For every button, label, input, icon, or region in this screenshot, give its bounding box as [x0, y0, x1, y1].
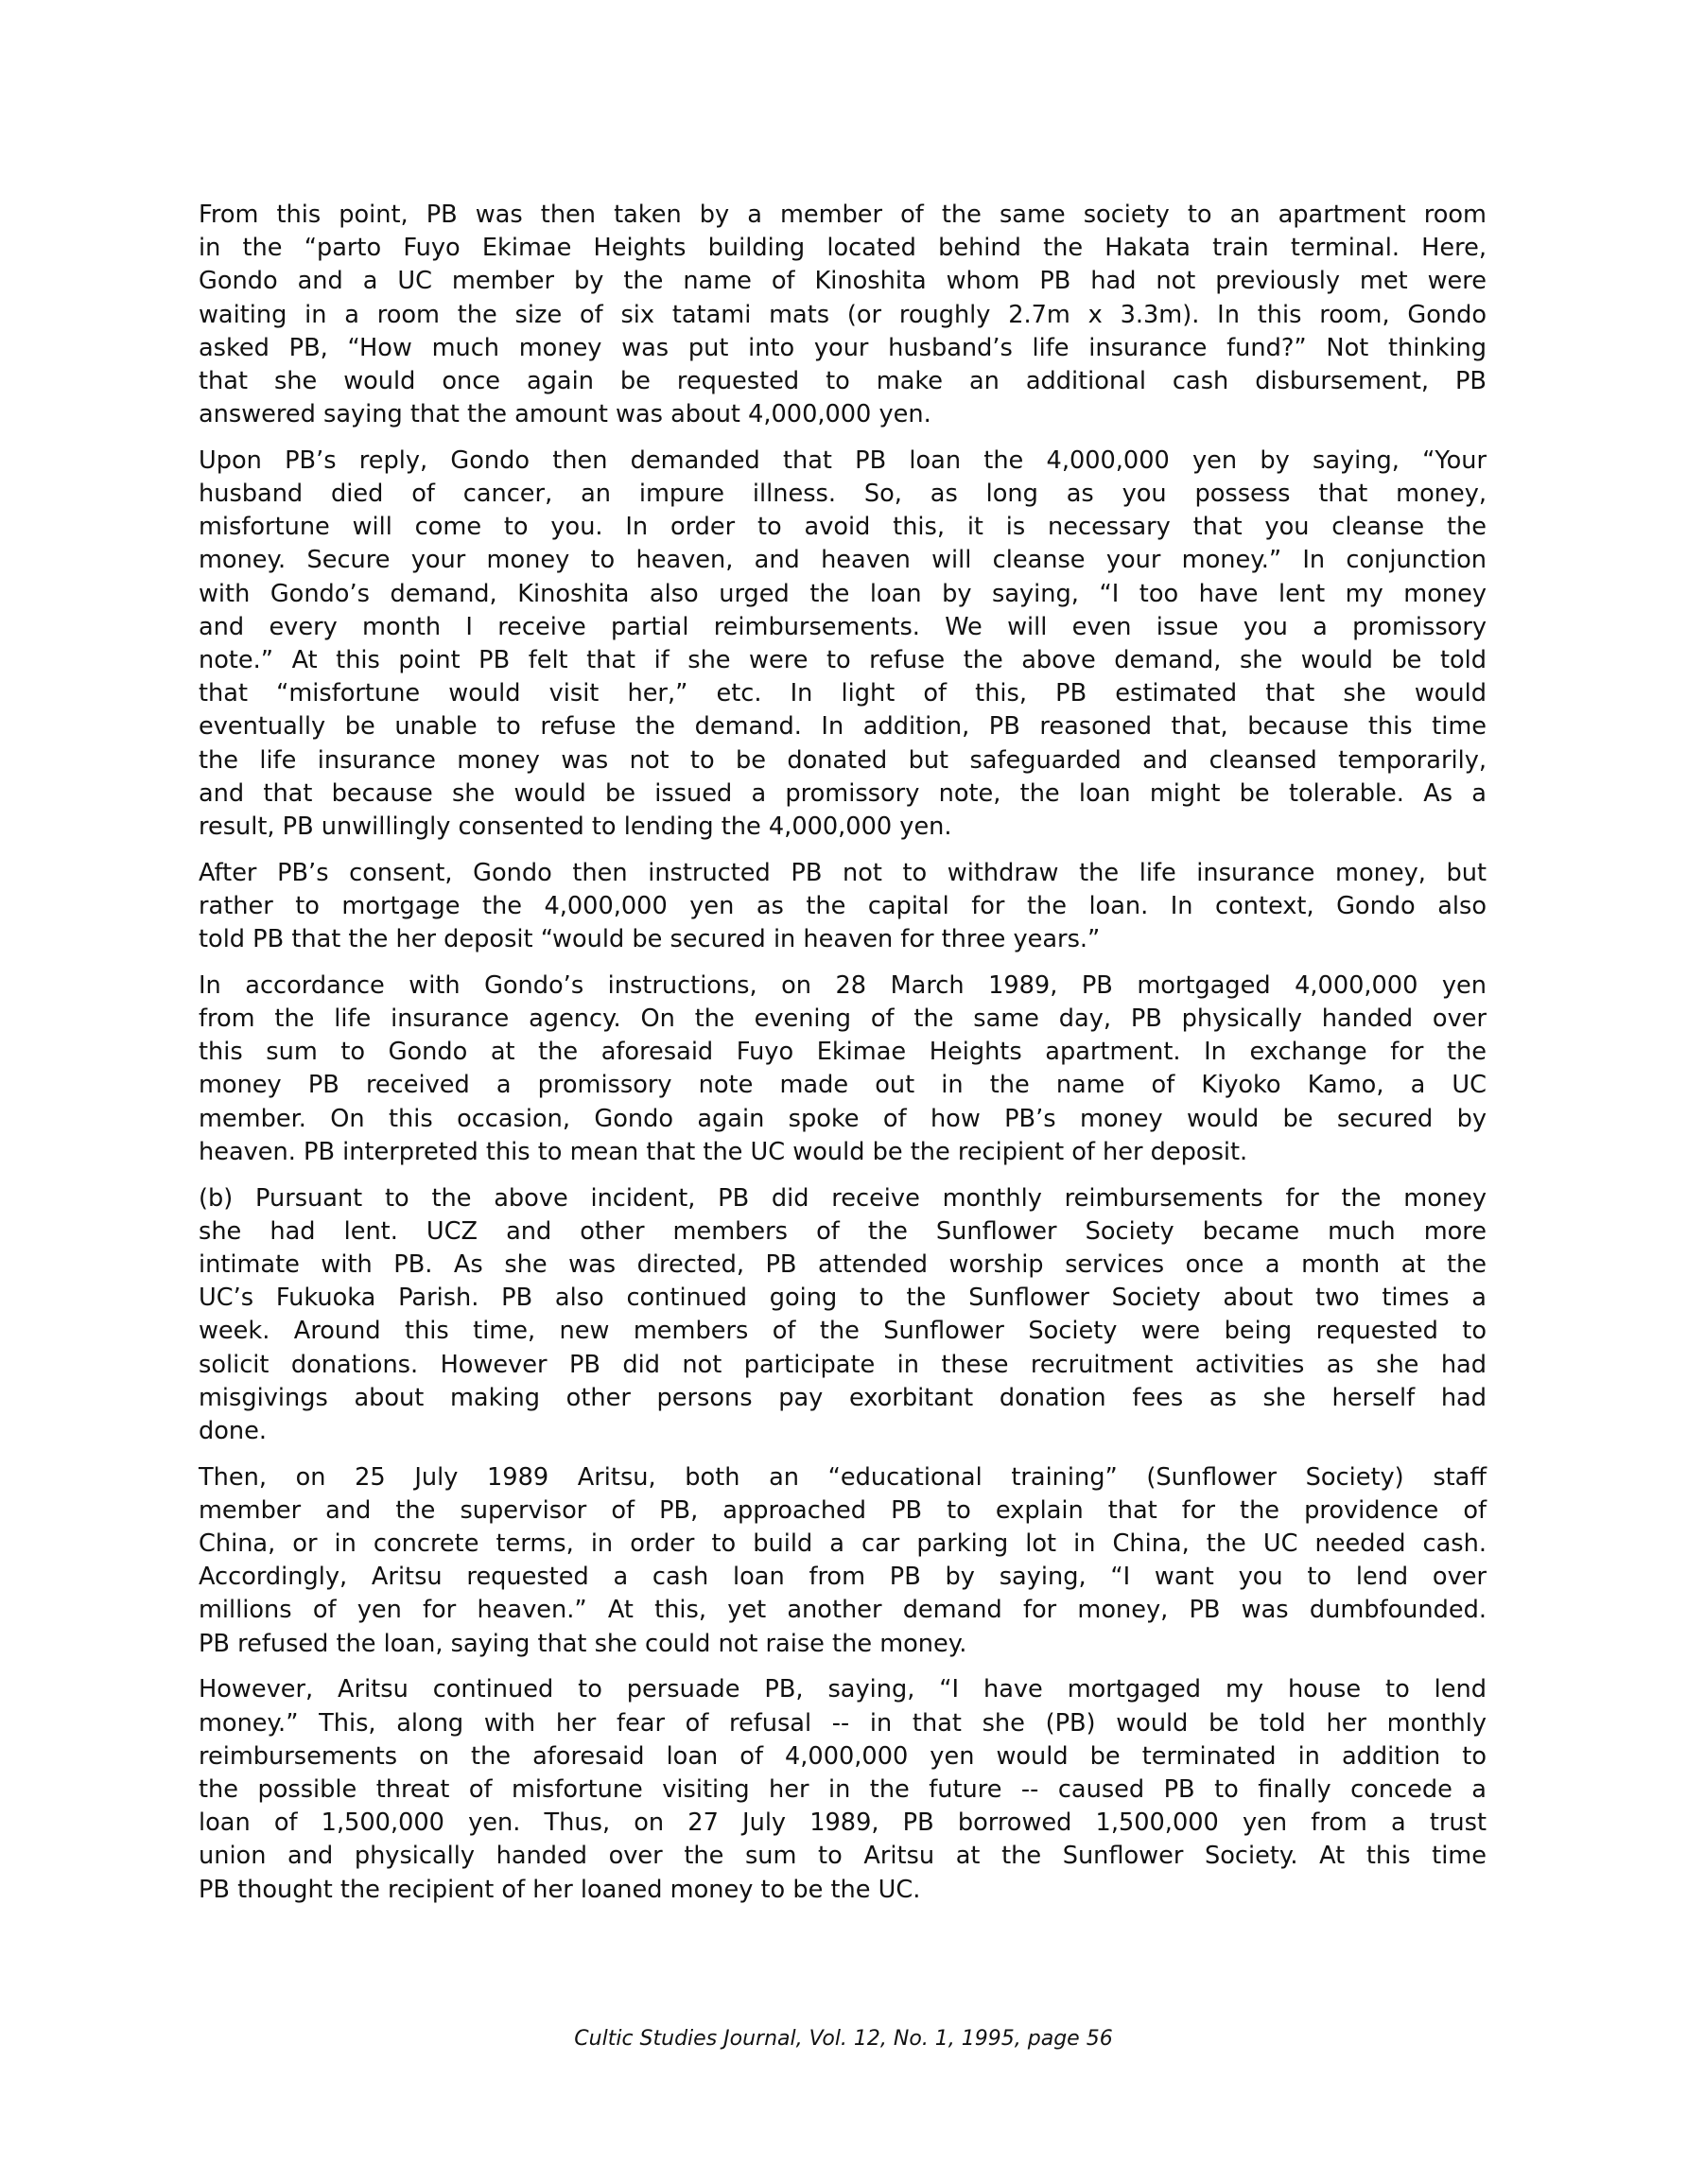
text-line: From this point, PB was then taken by a member of the same society to an apartment room — [199, 201, 1487, 229]
text-line: After PB’s consent, Gondo then instructed PB not to withdraw the life insurance money, but — [199, 858, 1487, 887]
text-line: Then, on 25 July 1989 Aritsu, both an “educational training” (Sunflower Society) staff — [199, 1462, 1487, 1492]
text-line: asked PB, “How much money was put into your husband’s life insurance fund?” Not thinking — [199, 333, 1487, 362]
text-line: with Gondo’s demand, Kinoshita also urged the loan by saying, “I too have lent my money — [199, 579, 1487, 608]
text-line: UC’s Fukuoka Parish. PB also continued going to the Sunflower Society about two times a — [199, 1284, 1487, 1313]
paragraph-1 — [199, 199, 1487, 431]
text-line: the possible threat of misfortune visiting her in the future -- caused PB to finally concede a — [199, 1775, 1487, 1804]
page-footer-citation: Cultic Studies Journal, Vol. 12, No. 1, 1995, page 56 — [574, 2027, 1113, 2051]
text-line: member and the supervisor of PB, approached PB to explain that for the providence of — [199, 1495, 1487, 1525]
text-line: solicit donations. However PB did not participate in these recruitment activities as she had — [199, 1350, 1487, 1379]
text-line: In accordance with Gondo’s instructions, on 28 March 1989, PB mortgaged 4,000,000 yen — [199, 970, 1487, 1000]
text-line: Gondo and a UC member by the name of Kinoshita whom PB had not previously met were — [199, 267, 1487, 296]
text-line: money. Secure your money to heaven, and heaven will cleanse your money.” In conjunction — [199, 546, 1487, 575]
text-line: the life insurance money was not to be donated but safeguarded and cleansed temporarily, — [199, 745, 1487, 775]
text-line: However, Aritsu continued to persuade PB, saying, “I have mortgaged my house to lend — [199, 1675, 1487, 1704]
text-line: told PB that the her deposit “would be secured in heaven for three years.” — [199, 925, 1101, 954]
paragraph-2 — [199, 445, 1487, 844]
text-line: result, PB unwillingly consented to lending the 4,000,000 yen. — [199, 812, 952, 841]
text-line: loan of 1,500,000 yen. Thus, on 27 July 1989, PB borrowed 1,500,000 yen from a trust — [199, 1808, 1487, 1838]
text-line: eventually be unable to refuse the demand. In addition, PB reasoned that, because this time — [199, 712, 1487, 742]
text-line: that “misfortune would visit her,” etc. In light of this, PB estimated that she would — [199, 679, 1487, 708]
text-line: money.” This, along with her fear of refusal -- in that she (PB) would be told her monthly — [199, 1708, 1487, 1738]
text-line: in the “parto Fuyo Ekimae Heights building located behind the Hakata train terminal. Here, — [199, 234, 1487, 263]
text-line: heaven. PB interpreted this to mean that the UC would be the recipient of her deposit. — [199, 1137, 1248, 1166]
text-line: rather to mortgage the 4,000,000 yen as the capital for the loan. In context, Gondo also — [199, 891, 1487, 920]
text-line: (b) Pursuant to the above incident, PB did receive monthly reimbursements for the money — [199, 1183, 1487, 1213]
text-line: week. Around this time, new members of the Sunflower Society were being requested to — [199, 1317, 1487, 1346]
text-line: done. — [199, 1416, 268, 1445]
body-text — [199, 199, 1487, 1919]
text-line: intimate with PB. As she was directed, PB attended worship services once a month at the — [199, 1250, 1487, 1279]
text-line: and every month I receive partial reimbursements. We will even issue you a promissory — [199, 612, 1487, 641]
text-line: from the life insurance agency. On the evening of the same day, PB physically handed over — [199, 1005, 1487, 1034]
text-line: and that because she would be issued a promissory note, the loan might be tolerable. As a — [199, 778, 1487, 808]
text-line: China, or in concrete terms, in order to build a car parking lot in China, the UC needed cash. — [199, 1529, 1487, 1559]
paragraph-6 — [199, 1461, 1487, 1661]
text-line: note.” At this point PB felt that if she were to refuse the above demand, she would be told — [199, 646, 1487, 675]
paragraph-3 — [199, 857, 1487, 957]
paragraph-5 — [199, 1182, 1487, 1449]
text-line: money PB received a promissory note made out in the name of Kiyoko Kamo, a UC — [199, 1071, 1487, 1100]
paragraph-4 — [199, 970, 1487, 1169]
text-line: misgivings about making other persons pay exorbitant donation fees as she herself had — [199, 1383, 1487, 1412]
text-line: Accordingly, Aritsu requested a cash loan from PB by saying, “I want you to lend over — [199, 1563, 1487, 1592]
text-line: reimbursements on the aforesaid loan of 4,000,000 yen would be terminated in addition to — [199, 1741, 1487, 1771]
text-line: waiting in a room the size of six tatami mats (or roughly 2.7m x 3.3m). In this room, Gondo — [199, 300, 1487, 329]
text-line: this sum to Gondo at the aforesaid Fuyo Ekimae Heights apartment. In exchange for the — [199, 1038, 1487, 1067]
text-line: PB refused the loan, saying that she could not raise the money. — [199, 1629, 967, 1658]
text-line: answered saying that the amount was about 4,000,000 yen. — [199, 400, 931, 429]
text-line: millions of yen for heaven.” At this, yet another demand for money, PB was dumbfounded. — [199, 1596, 1487, 1625]
text-line: union and physically handed over the sum to Aritsu at the Sunflower Society. At this time — [199, 1842, 1487, 1871]
text-line: PB thought the recipient of her loaned money to be the UC. — [199, 1875, 921, 1904]
text-line: member. On this occasion, Gondo again spoke of how PB’s money would be secured by — [199, 1104, 1487, 1133]
text-line: Upon PB’s reply, Gondo then demanded that PB loan the 4,000,000 yen by saying, “Your — [199, 446, 1487, 475]
text-line: that she would once again be requested to make an additional cash disbursement, PB — [199, 366, 1487, 395]
text-line: misfortune will come to you. In order to avoid this, it is necessary that you cleanse the — [199, 513, 1487, 542]
text-line: she had lent. UCZ and other members of the Sunflower Society became much more — [199, 1216, 1487, 1246]
text-line: husband died of cancer, an impure illness. So, as long as you possess that money, — [199, 480, 1487, 509]
paragraph-7 — [199, 1673, 1487, 1906]
